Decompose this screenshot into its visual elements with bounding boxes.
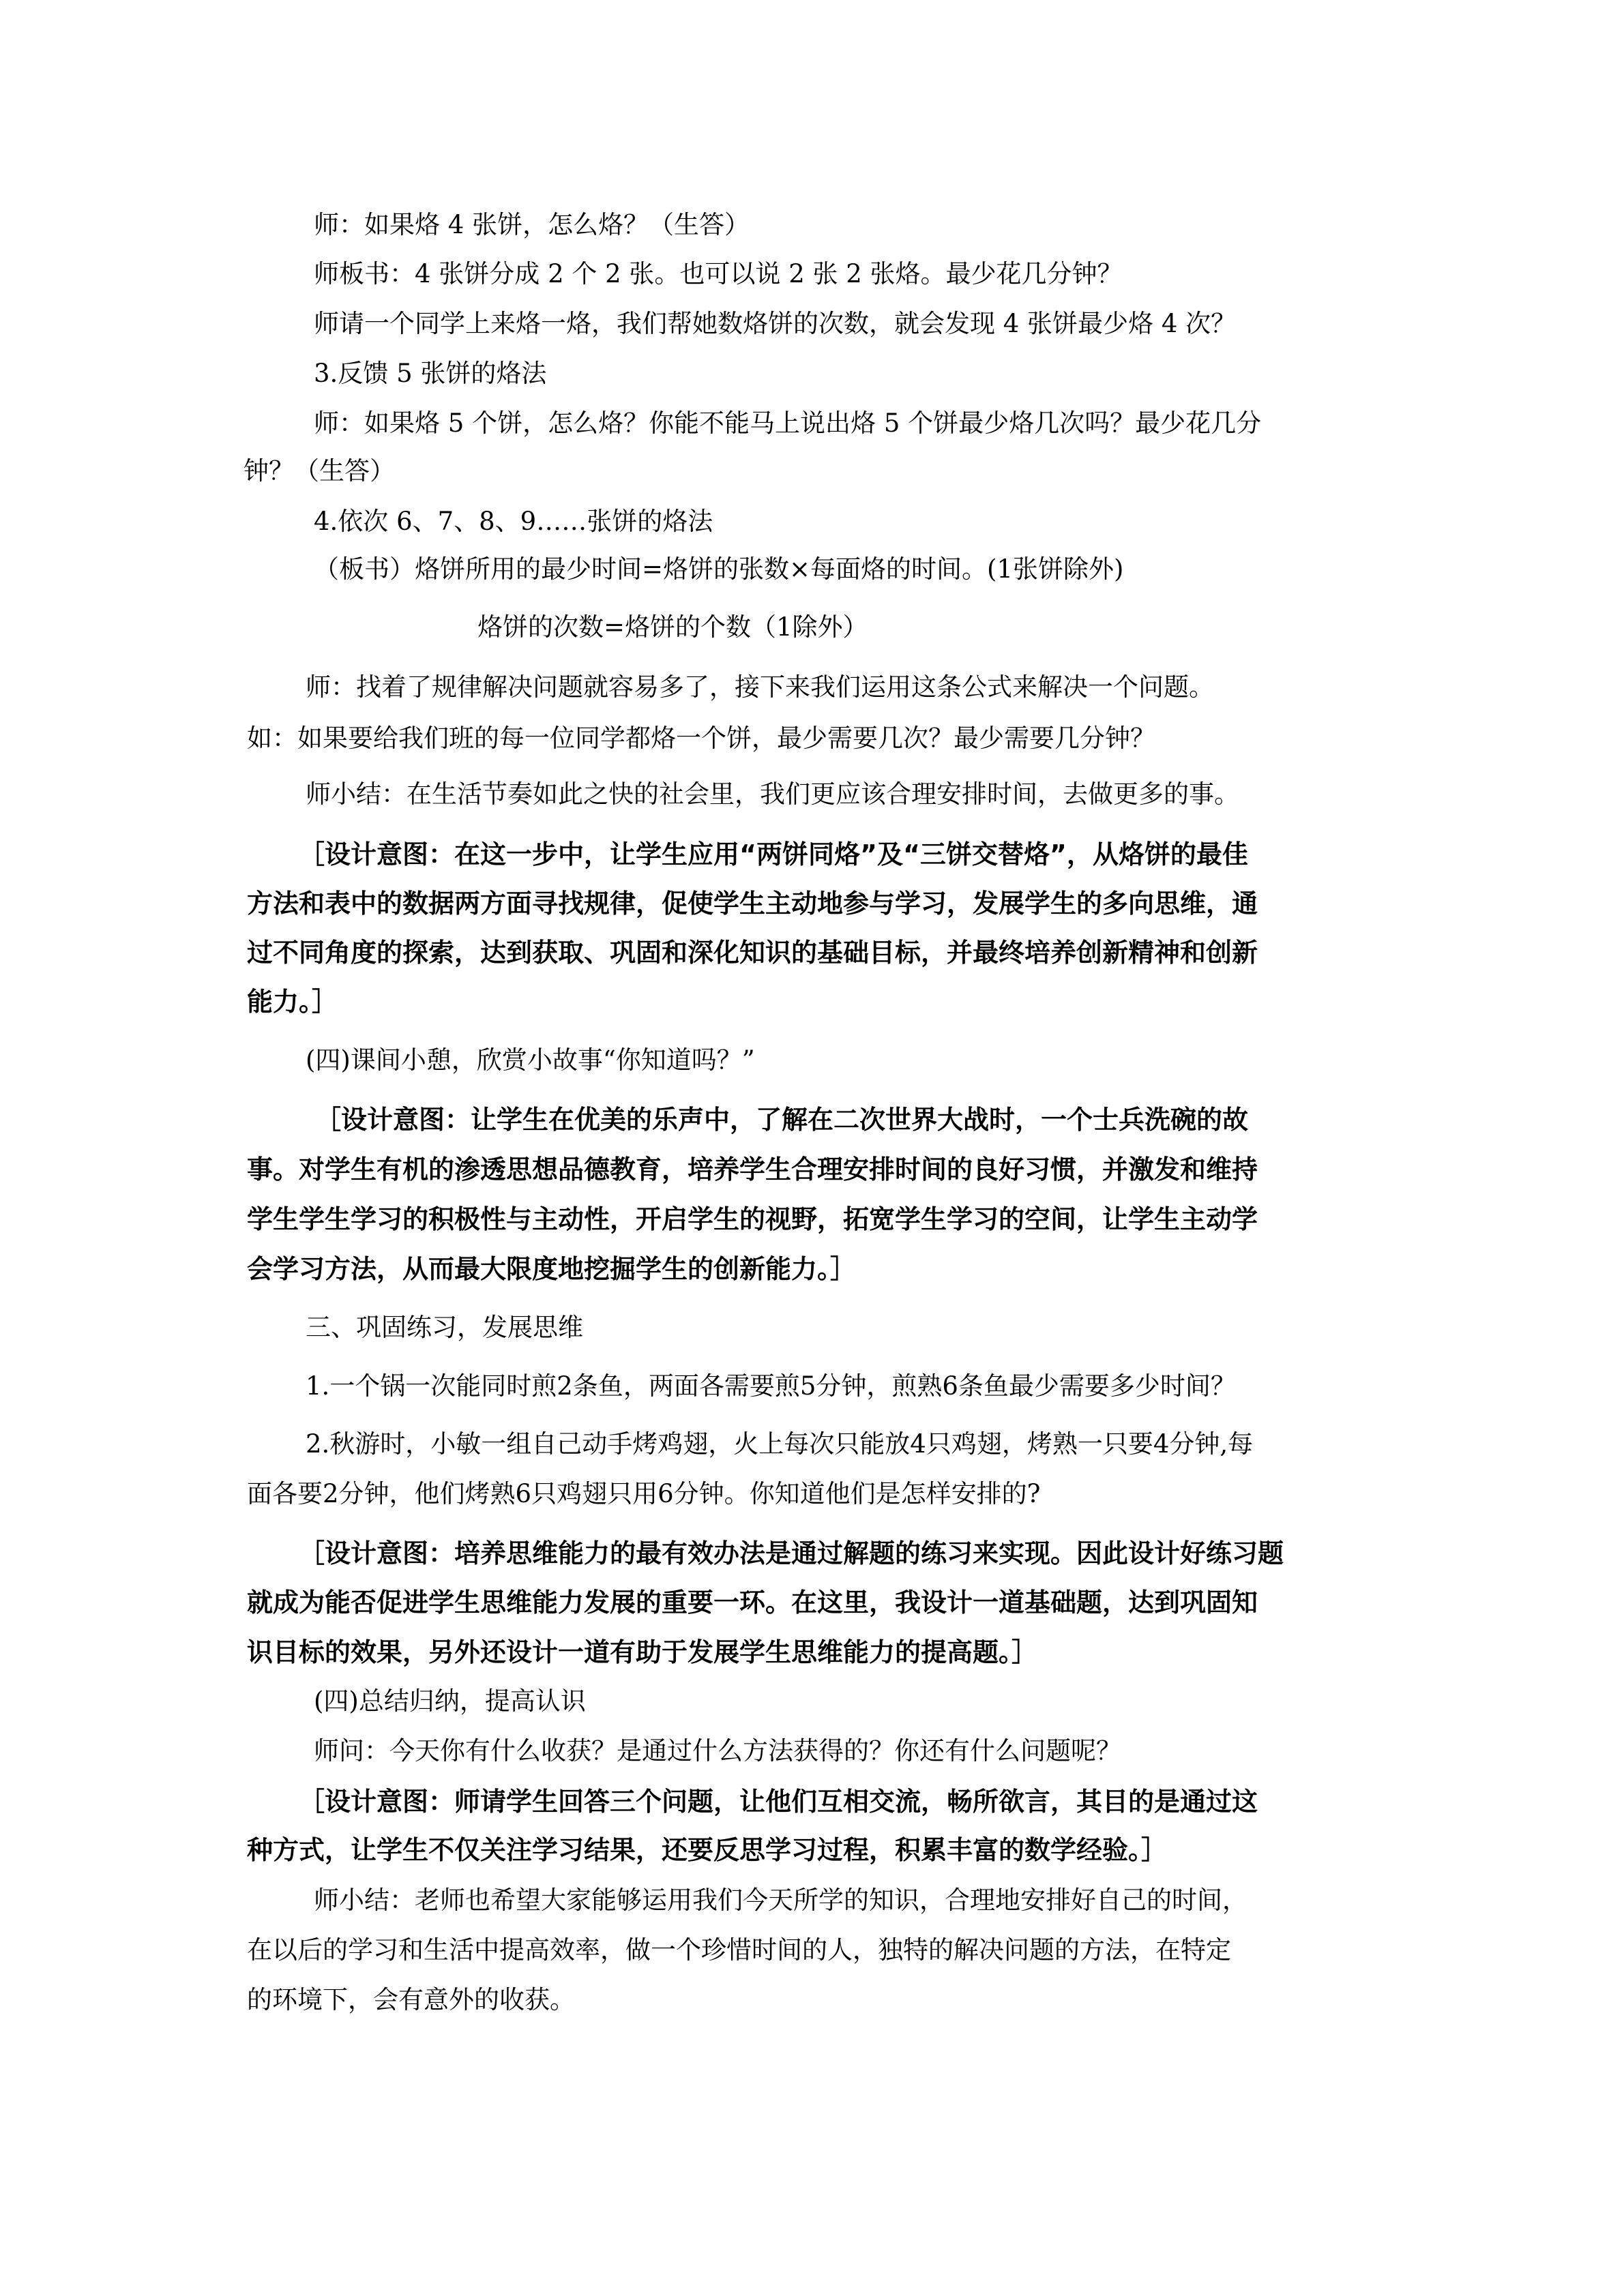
design-intent-line: 识目标的效果，另外还设计一道有助于发展学生思维能力的提高题。］: [247, 1637, 1038, 1667]
design-intent-line: 会学习方法，从而最大限度地挖掘学生的创新能力。］: [247, 1254, 857, 1284]
section-heading: (四)总结归纳，提高认识: [314, 1686, 586, 1716]
text-line: 师：如果烙 5 个饼，怎么烙？你能不能马上说出烙 5 个饼最少烙几次吗？最少花几分: [314, 408, 1262, 438]
section-heading: 三、巩固练习，发展思维: [306, 1313, 583, 1342]
text-line: 在以后的学习和生活中提高效率，做一个珍惜时间的人，独特的解决问题的方法，在特定: [247, 1935, 1231, 1965]
section-heading: (四)课间小憩，欣赏小故事“你知道吗？”: [306, 1045, 755, 1075]
design-intent-line: 学生学生学习的积极性与主动性，开启学生的视野，拓宽学生学习的空间，让学生主动学: [247, 1204, 1258, 1234]
formula-line: 烙饼的次数=烙饼的个数（1除外）: [477, 612, 868, 642]
text-line: 3.反馈 5 张饼的烙法: [314, 359, 547, 388]
text-line: （板书）烙饼所用的最少时间=烙饼的张数×每面烙的时间。(1张饼除外): [314, 554, 1124, 584]
design-intent-line: ［设计意图：培养思维能力的最有效办法是通过解题的练习来实现。因此设计好练习题: [299, 1538, 1284, 1568]
design-intent-line: 就成为能否促进学生思维能力发展的重要一环。在这里，我设计一道基础题，达到巩固知: [247, 1587, 1258, 1617]
design-intent-line: ［设计意图：在这一步中，让学生应用“两饼同烙”及“三饼交替烙”，从烙饼的最佳: [299, 839, 1248, 869]
exercise-line: 2.秋游时，小敏一组自己动手烤鸡翅，火上每次只能放4只鸡翅，烤熟一只要4分钟,每: [306, 1429, 1254, 1459]
design-intent-line: 种方式，让学生不仅关注学习结果，还要反思学习过程，积累丰富的数学经验。］: [247, 1835, 1168, 1865]
exercise-line: 1.一个锅一次能同时煎2条鱼，两面各需要煎5分钟，煎熟6条鱼最少需要多少时间？: [306, 1371, 1236, 1401]
design-intent-line: ［设计意图：师请学生回答三个问题，让他们互相交流，畅所欲言，其目的是通过这: [299, 1787, 1258, 1817]
design-intent-line: 方法和表中的数据两方面寻找规律，促使学生主动地参与学习，发展学生的多向思维，通: [247, 889, 1258, 919]
text-line: 师板书：4 张饼分成 2 个 2 张。也可以说 2 张 2 张烙。最少花几分钟？: [314, 259, 1123, 288]
exercise-line: 面各要2分钟，他们烤熟6只鸡翅只用6分钟。你知道他们是怎样安排的?: [247, 1479, 1041, 1508]
design-intent-line: ［设计意图：让学生在优美的乐声中，了解在二次世界大战时，一个士兵洗碗的故: [315, 1105, 1249, 1135]
design-intent-line: 过不同角度的探索，达到获取、巩固和深化知识的基础目标，并最终培养创新精神和创新: [247, 938, 1258, 968]
text-line: 师：找着了规律解决问题就容易多了，接下来我们运用这条公式来解决一个问题。: [306, 672, 1214, 702]
design-intent-line: 事。对学生有机的渗透思想品德教育，培养学生合理安排时间的良好习惯，并激发和维持: [247, 1154, 1258, 1184]
text-line: 师问：今天你有什么收获？是通过什么方法获得的？你还有什么问题呢？: [314, 1736, 1121, 1765]
text-line: 师：如果烙 4 张饼，怎么烙？（生答）: [314, 210, 750, 239]
text-line: 4.依次 6、7、8、9……张饼的烙法: [314, 507, 713, 536]
text-line: 的环境下，会有意外的收获。: [247, 1985, 575, 2014]
text-line: 钟？（生答）: [243, 456, 395, 486]
design-intent-line: 能力。］: [247, 987, 338, 1017]
text-line: 师小结：在生活节奏如此之快的社会里，我们更应该合理安排时间，去做更多的事。: [306, 779, 1239, 809]
text-line: 师小结：老师也希望大家能够运用我们今天所学的知识，合理地安排好自己的时间，: [314, 1885, 1247, 1915]
text-line: 师请一个同学上来烙一烙，我们帮她数烙饼的次数，就会发现 4 张饼最少烙 4 次？: [314, 309, 1237, 338]
text-line: 如：如果要给我们班的每一位同学都烙一个饼，最少需要几次？最少需要几分钟？: [247, 724, 1155, 753]
